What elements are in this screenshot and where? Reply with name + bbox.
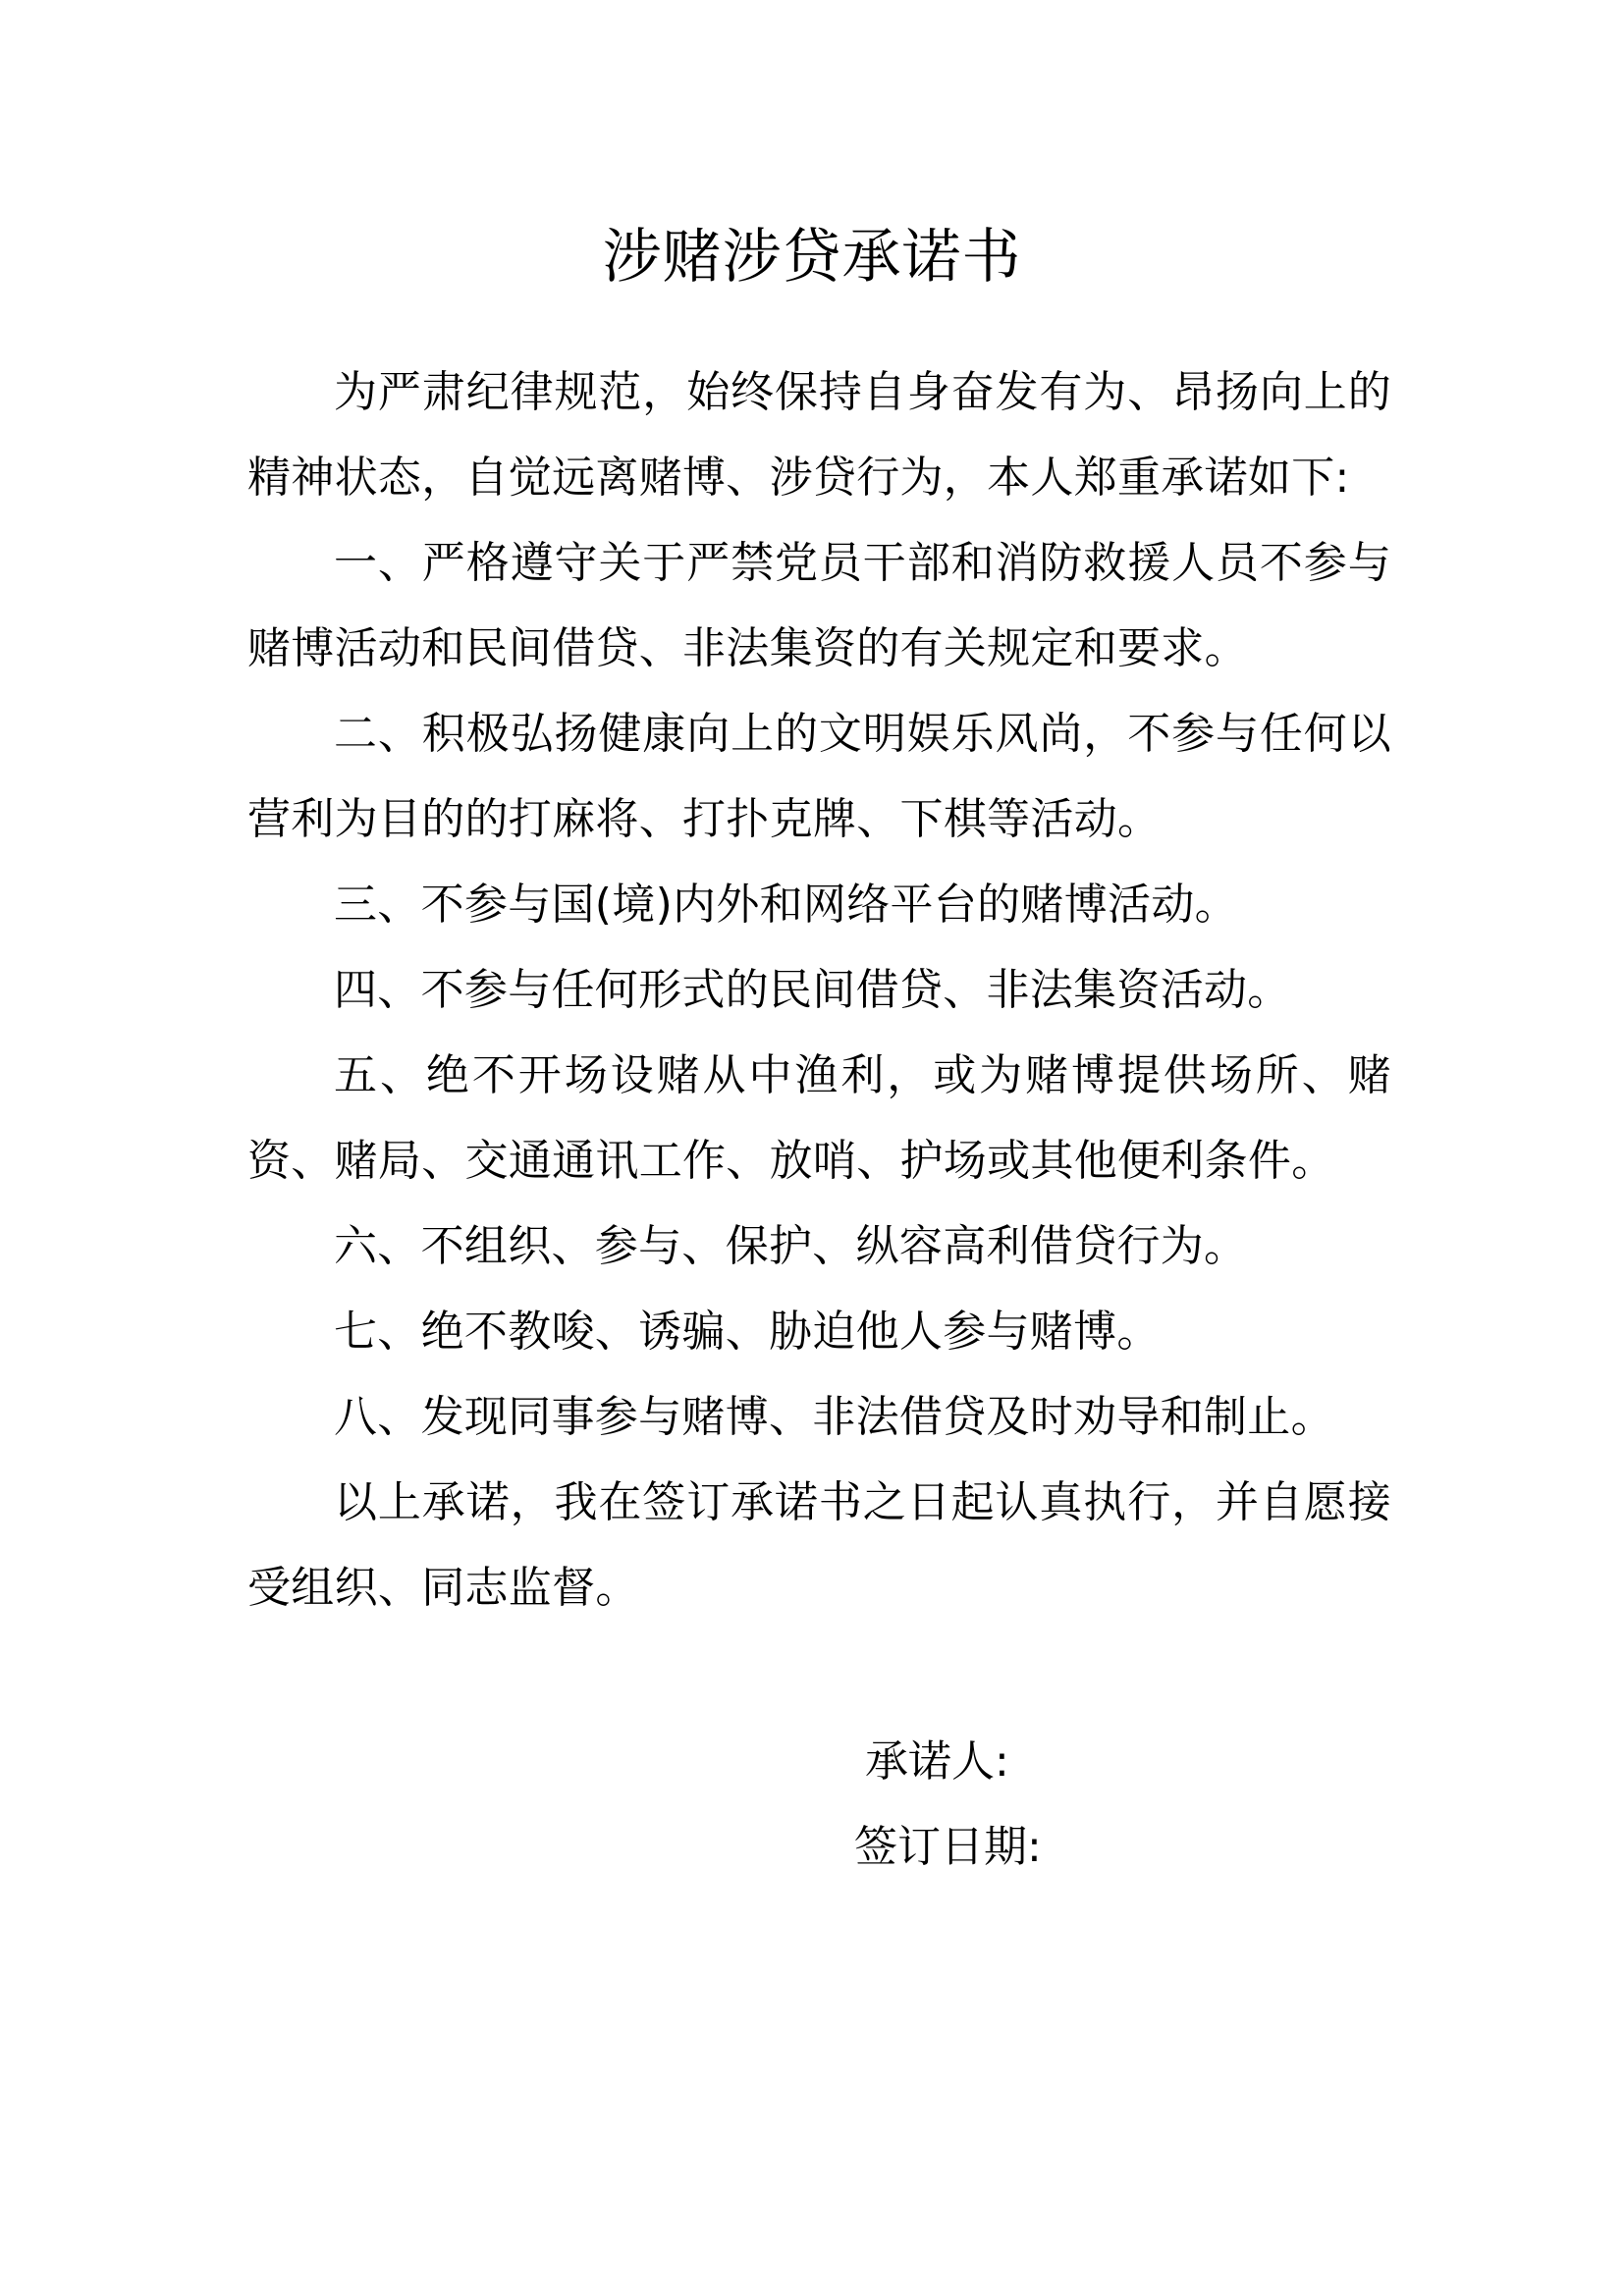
paragraph-closing: 以上承诺，我在签订承诺书之日起认真执行，并自愿接受组织、同志监督。 [247,1477,1391,1613]
signer-label: 承诺人: [865,1736,1009,1787]
paragraph-preamble: 为严肃纪律规范，始终保持自身奋发有为、昂扬向上的精神状态，自觉远离赌博、涉贷行为，本人郑重承诺如下: [247,367,1391,503]
paragraph-item-1: 一、严格遵守关于严禁党员干部和消防救援人员不参与赌博活动和民间借贷、非法集资的有关规定和要求。 [247,538,1391,673]
paragraph-item-6: 六、不组织、参与、保护、纵容高利借贷行为。 [334,1221,1248,1271]
paragraph-item-8: 八、发现同事参与赌博、非法借贷及时劝导和制止。 [334,1392,1334,1442]
paragraph-item-3: 三、不参与国(境)内外和网络平台的赌博活动。 [334,880,1238,930]
document-body [247,349,1391,1630]
paragraph-item-4: 四、不参与任何形式的民间借贷、非法集资活动。 [334,965,1291,1015]
paragraph-item-2: 二、积极弘扬健康向上的文明娱乐风尚，不参与任何以营利为目的的打麻将、打扑克牌、下棋等活动。 [247,709,1391,844]
paragraph-item-7: 七、绝不教唆、诱骗、胁迫他人参与赌博。 [334,1307,1161,1357]
document-title: 涉赌涉贷承诺书 [602,223,1022,292]
date-label: 签订日期: [854,1822,1042,1872]
paragraph-item-5: 五、绝不开场设赌从中渔利，或为赌博提供场所、赌资、赌局、交通通讯工作、放哨、护场或其他便利条件。 [247,1050,1391,1186]
